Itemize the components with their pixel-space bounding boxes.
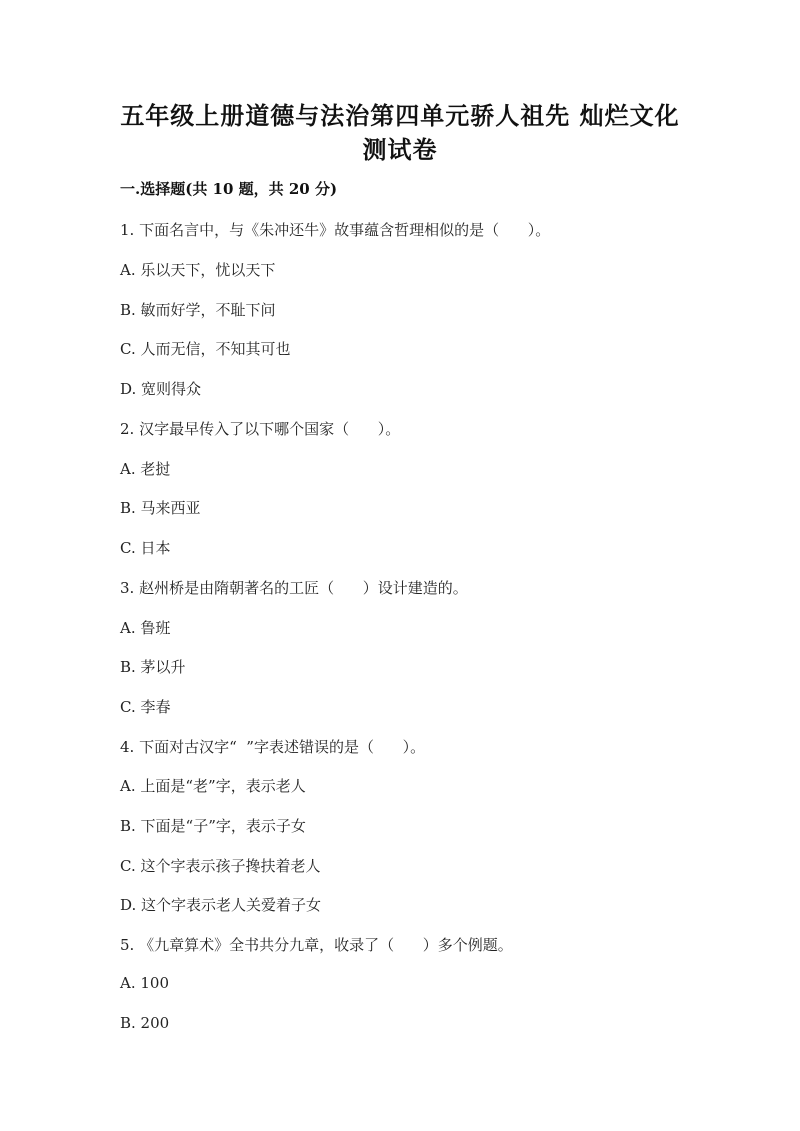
question-3-stem: 3. 赵州桥是由隋朝著名的工匠（ ）设计建造的。	[120, 579, 468, 597]
question-3-option-c: C. 李春	[120, 698, 171, 716]
question-1-option-d: D. 宽则得众	[120, 380, 202, 398]
question-2-option-a: A. 老挝	[120, 460, 171, 478]
question-4-option-c: C. 这个字表示孩子搀扶着老人	[120, 857, 321, 875]
question-3-option-b: B. 茅以升	[120, 658, 186, 676]
question-4-option-b: B. 下面是“子”字，表示子女	[120, 817, 306, 835]
question-1-stem: 1. 下面名言中，与《朱冲还牛》故事蕴含哲理相似的是（ ）。	[120, 221, 551, 239]
question-2-option-b: B. 马来西亚	[120, 499, 201, 517]
question-4-option-a: A. 上面是“老”字，表示老人	[120, 777, 306, 795]
page-title: 五年级上册道德与法治第四单元骄人祖先 灿烂文化	[120, 101, 680, 130]
question-3-option-a: A. 鲁班	[120, 619, 171, 637]
question-2-option-c: C. 日本	[120, 539, 171, 557]
question-2-stem: 2. 汉字最早传入了以下哪个国家（ ）。	[120, 420, 401, 438]
question-1-option-c: C. 人而无信，不知其可也	[120, 340, 291, 358]
question-4-stem: 4. 下面对古汉字“ ”字表述错误的是（ ）。	[120, 738, 426, 756]
question-4-option-d: D. 这个字表示老人关爱着子女	[120, 896, 322, 914]
question-5-option-b: B. 200	[120, 1014, 170, 1032]
question-1-option-b: B. 敏而好学，不耻下问	[120, 301, 276, 319]
page-title-continued: 测试卷	[362, 135, 438, 164]
question-5-stem: 5. 《九章算术》全书共分九章，收录了（ ）多个例题。	[120, 936, 513, 954]
question-1-option-a: A. 乐以天下，忧以天下	[120, 261, 276, 279]
question-5-option-a: A. 100	[120, 974, 169, 992]
section-heading: 一.选择题(共 10 题，共 20 分)	[120, 180, 338, 198]
